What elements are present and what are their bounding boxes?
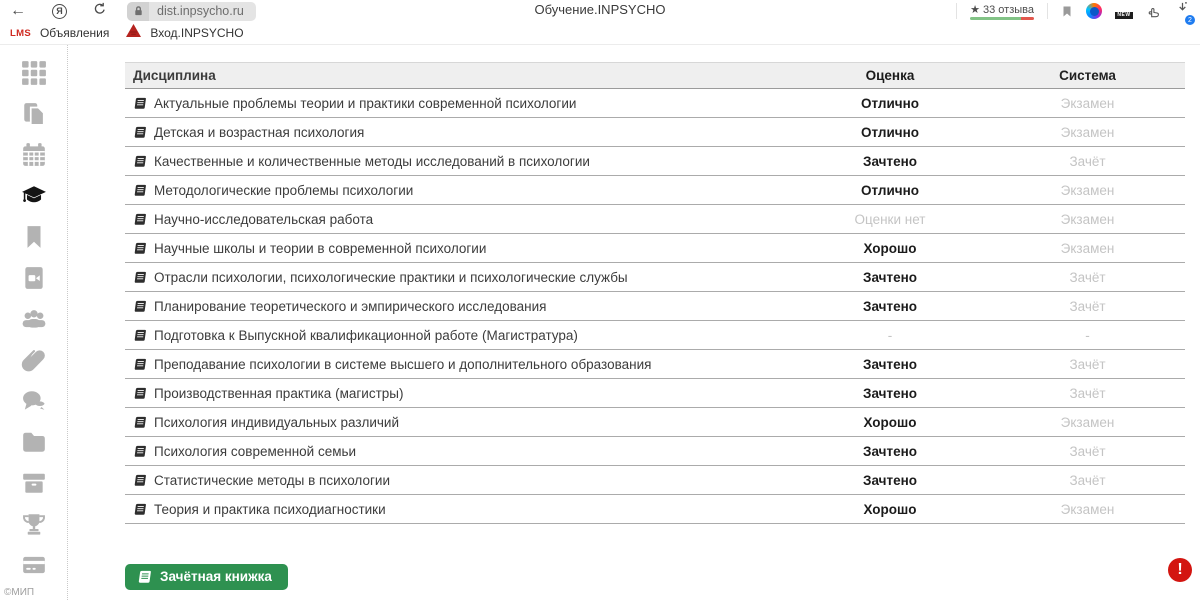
book-icon [132, 445, 148, 458]
book-icon [132, 97, 148, 110]
book-icon [132, 213, 148, 226]
grade-value: Отлично [860, 124, 920, 140]
book-icon [132, 503, 148, 516]
table-row[interactable] [125, 176, 1185, 205]
downloads-count-badge: 2 [1185, 15, 1195, 25]
discipline-name: Качественные и количественные методы исследований в психологии [154, 153, 590, 169]
book-icon [132, 242, 148, 255]
site-reviews-button[interactable] [970, 3, 1034, 20]
downloads-button[interactable] [1175, 1, 1192, 24]
folder-icon[interactable] [20, 428, 47, 455]
bookmarks-bar [0, 22, 1200, 45]
copyright-note: ©МИП [4, 587, 35, 598]
table-row[interactable] [125, 263, 1185, 292]
archive-box-icon[interactable] [20, 469, 47, 496]
discipline-name: Статистические методы в психологии [154, 472, 390, 488]
table-row[interactable] [125, 292, 1185, 321]
grade-value: Хорошо [863, 414, 917, 430]
discipline-name: Актуальные проблемы теории и практики современной психологии [154, 95, 577, 111]
system-value: Экзамен [1060, 211, 1115, 227]
discipline-name: Психология индивидуальных различий [154, 414, 399, 430]
system-value: Экзамен [1060, 124, 1115, 140]
discipline-name: Планирование теоретического и эмпирического исследования [154, 298, 547, 314]
grade-value: Хорошо [863, 240, 917, 256]
table-row[interactable] [125, 495, 1185, 524]
book-icon [132, 329, 148, 342]
yandex-browser-icon[interactable]: Я [52, 4, 67, 19]
mip-logo-icon [126, 24, 141, 42]
users-group-icon[interactable] [20, 305, 47, 332]
paperclip-icon[interactable] [20, 346, 47, 373]
header-grade: Оценка [865, 68, 915, 83]
system-value: Зачёт [1069, 472, 1106, 488]
lms-logo: LMS [10, 27, 31, 39]
bookmark-flag-icon[interactable] [1061, 4, 1073, 19]
extension-color-circle-icon[interactable] [1086, 3, 1102, 19]
gradebook-button-label: Зачётная книжка [160, 569, 272, 584]
system-value: Экзамен [1060, 240, 1115, 256]
grades-page [68, 45, 1200, 600]
new-badge: NEW [1115, 12, 1133, 19]
grade-value: Зачтено [863, 356, 917, 372]
book-icon [132, 416, 148, 429]
app-grid-icon[interactable] [20, 59, 47, 86]
system-value: Экзамен [1060, 501, 1115, 517]
grade-value: - [887, 327, 893, 343]
discipline-name: Методологические проблемы психологии [154, 182, 414, 198]
system-value: Зачёт [1069, 443, 1106, 459]
browser-toolbar [0, 0, 1200, 22]
grade-value: Зачтено [863, 153, 917, 169]
table-body [125, 89, 1185, 524]
toolbar-divider [1047, 3, 1048, 19]
grade-value: Зачтено [863, 472, 917, 488]
discipline-name: Производственная практика (магистры) [154, 385, 404, 401]
table-row[interactable] [125, 379, 1185, 408]
video-lecture-icon[interactable] [20, 264, 47, 291]
discipline-name: Научные школы и теории в современной психологии [154, 240, 487, 256]
table-row[interactable] [125, 118, 1185, 147]
header-discipline: Дисциплина [133, 68, 216, 83]
toolbar-divider [956, 3, 957, 19]
table-row[interactable] [125, 321, 1185, 350]
book-icon [136, 570, 153, 584]
app-sidebar [0, 45, 68, 600]
system-value: Экзамен [1060, 95, 1115, 111]
table-row[interactable] [125, 234, 1185, 263]
book-icon [132, 358, 148, 371]
back-button[interactable]: ← [10, 2, 26, 19]
page-title: Обучение.INPSYCHO [534, 2, 666, 17]
system-value: Экзамен [1060, 182, 1115, 198]
system-value: Зачёт [1069, 356, 1106, 372]
book-icon [132, 126, 148, 139]
discipline-name: Отрасли психологии, психологические практики и психологические службы [154, 269, 628, 285]
discipline-name: Детская и возрастная психология [154, 124, 365, 140]
url-text: dist.inpsycho.ru [149, 2, 256, 21]
grade-value: Оценки нет [854, 211, 926, 227]
grades-table [125, 62, 1185, 524]
table-row[interactable] [125, 350, 1185, 379]
calendar-icon[interactable] [20, 141, 47, 168]
book-icon [132, 300, 148, 313]
book-icon [132, 155, 148, 168]
grade-value: Хорошо [863, 501, 917, 517]
new-feature-icon[interactable] [1115, 3, 1133, 19]
table-row[interactable] [125, 466, 1185, 495]
grade-value: Зачтено [863, 443, 917, 459]
grade-value: Зачтено [863, 385, 917, 401]
refresh-button[interactable] [93, 2, 107, 20]
chat-icon[interactable] [20, 387, 47, 414]
discipline-name: Психология современной семьи [154, 443, 357, 459]
table-row[interactable] [125, 89, 1185, 118]
grade-value: Отлично [860, 182, 920, 198]
discipline-name: Преподавание психологии в системе высшего и дополнительного образования [154, 356, 652, 372]
reviews-rating-bar [970, 17, 1034, 20]
graduation-cap-icon[interactable] [20, 182, 47, 209]
bookmark-login-inpsycho[interactable]: Вход.INPSYCHO [150, 26, 244, 40]
discipline-name: Теория и практика психодиагностики [154, 501, 386, 517]
table-row[interactable] [125, 147, 1185, 176]
collections-hand-icon[interactable] [1146, 3, 1162, 19]
id-card-icon[interactable] [20, 551, 47, 578]
address-bar[interactable] [127, 2, 256, 21]
bookmark-icon[interactable] [20, 223, 47, 250]
reviews-label: ★ 33 отзыва [970, 3, 1034, 16]
book-icon [132, 474, 148, 487]
lock-icon [127, 2, 149, 21]
table-row[interactable] [125, 437, 1185, 466]
system-value: Зачёт [1069, 298, 1106, 314]
system-value: Экзамен [1060, 414, 1115, 430]
discipline-name: Подготовка к Выпускной квалификационной работе (Магистратура) [154, 327, 578, 343]
header-system: Система [1059, 68, 1116, 83]
book-icon [132, 184, 148, 197]
system-value: Зачёт [1069, 153, 1106, 169]
documents-copy-icon[interactable] [20, 100, 47, 127]
table-row[interactable] [125, 408, 1185, 437]
bookmark-announcements[interactable]: Объявления [39, 26, 110, 40]
grade-value: Зачтено [863, 269, 917, 285]
error-alert-icon[interactable]: ! [1168, 558, 1192, 582]
book-icon [132, 271, 148, 284]
grade-value: Зачтено [863, 298, 917, 314]
discipline-name: Научно-исследовательская работа [154, 211, 374, 227]
grade-value: Отлично [860, 95, 920, 111]
table-row[interactable] [125, 205, 1185, 234]
gradebook-button[interactable] [125, 564, 288, 590]
trophy-icon[interactable] [20, 510, 47, 537]
system-value: - [1085, 327, 1090, 343]
system-value: Зачёт [1069, 385, 1106, 401]
table-header-row [125, 62, 1185, 89]
system-value: Зачёт [1069, 269, 1106, 285]
book-icon [132, 387, 148, 400]
